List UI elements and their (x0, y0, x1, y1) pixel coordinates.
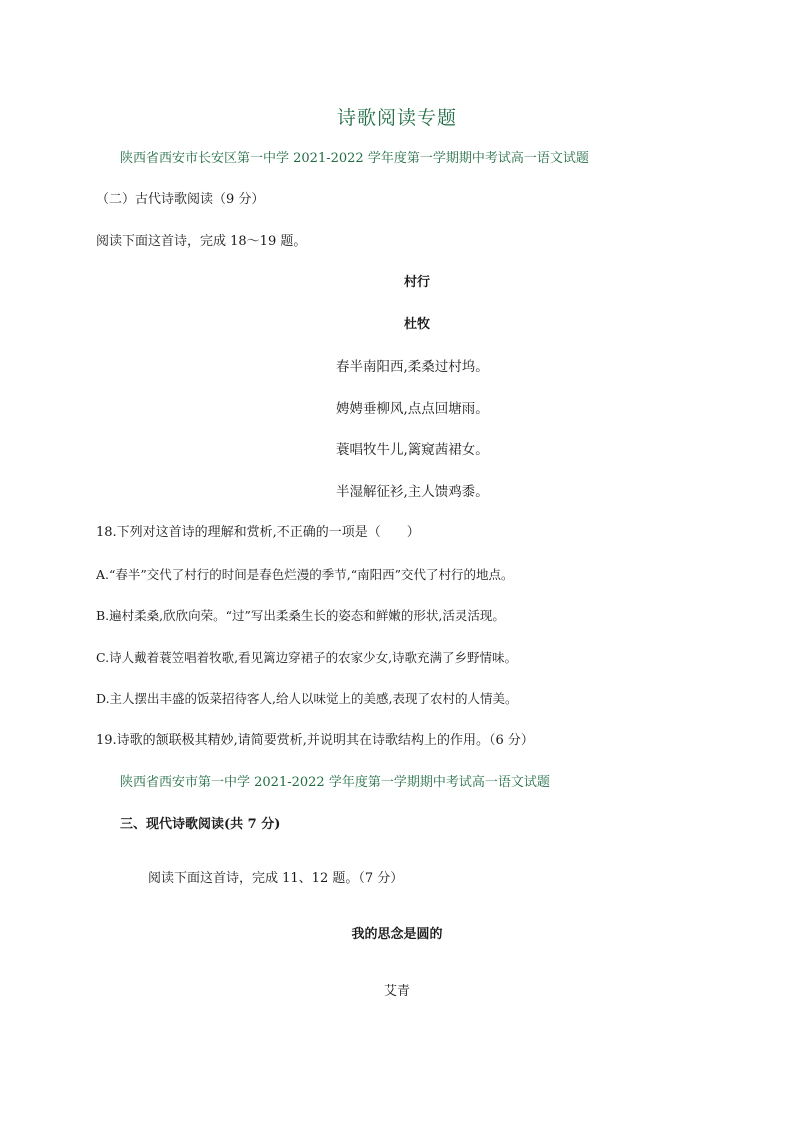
reading-instruction: 阅读下面这首诗，完成 18～19 题。 (96, 234, 307, 249)
document-title: 诗歌阅读专题 (336, 107, 457, 129)
question-18-option-d: D.主人摆出丰盛的饭菜招待客人,给人以味觉上的美感,表现了农村的人情美。 (96, 691, 518, 706)
poem-line: 蓑唱牧牛儿,篱窥茜裙女。 (336, 442, 489, 458)
section-heading: （二）古代诗歌阅读（9 分） (96, 192, 265, 207)
question-18-option-b: B.遍村柔桑,欣欣向荣。“过”写出柔桑生长的姿态和鲜嫩的形状,活灵活现。 (96, 608, 505, 623)
poem-title: 村行 (403, 275, 430, 290)
poem-title: 我的思念是圆的 (351, 927, 443, 942)
section-heading: 三、现代诗歌阅读(共 7 分) (120, 817, 281, 832)
question-18-stem: 18.下列对这首诗的理解和赏析,不正确的一项是（ ） (96, 525, 420, 540)
poem-line: 娉娉垂柳风,点点回塘雨。 (336, 401, 489, 417)
poem-line: 半湿解征衫,主人馈鸡黍。 (336, 484, 489, 500)
poem-line: 春半南阳西,柔桑过村坞。 (336, 359, 489, 375)
exam-source: 陕西省西安市长安区第一中学 2021-2022 学年度第一学期期中考试高一语文试题 (120, 151, 589, 166)
question-18-option-a: A.“春半”交代了村行的时间是春色烂漫的季节,“南阳西”交代了村行的地点。 (96, 567, 514, 582)
question-18-option-c: C.诗人戴着蓑笠唱着牧歌,看见篱边穿裙子的农家少女,诗歌充满了乡野情味。 (96, 650, 518, 665)
exam-source: 陕西省西安市第一中学 2021-2022 学年度第一学期期中考试高一语文试题 (120, 775, 550, 790)
poem-author: 艾青 (383, 984, 410, 999)
question-19: 19.诗歌的颔联极其精妙,请简要赏析,并说明其在诗歌结构上的作用。（6 分） (96, 733, 534, 748)
poem-author: 杜牧 (403, 317, 430, 332)
reading-instruction: 阅读下面这首诗，完成 11、12 题。（7 分） (148, 871, 404, 886)
